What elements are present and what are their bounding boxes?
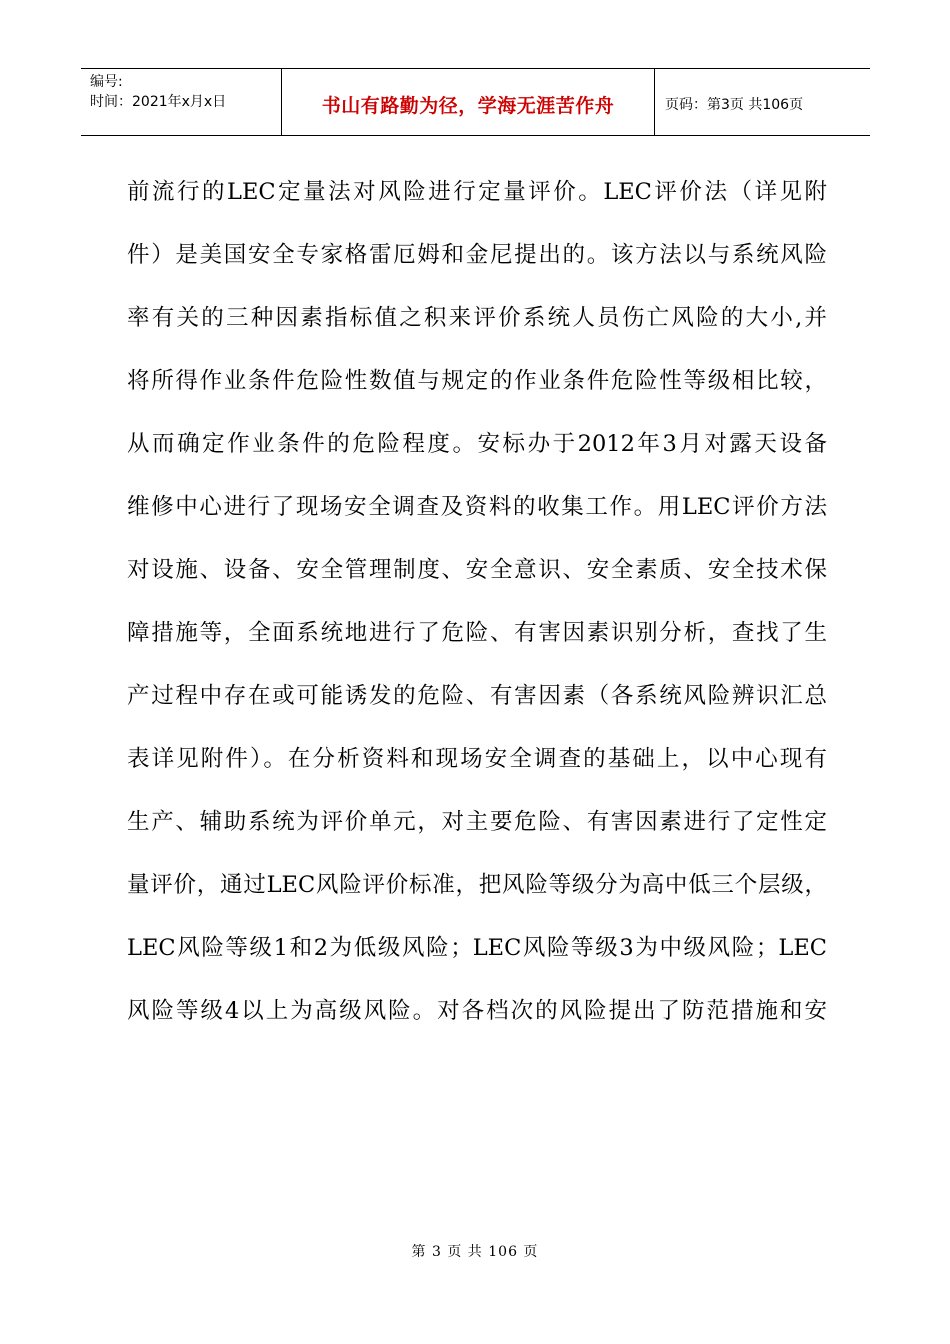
body-line: 障措施等，全面系统地进行了危险、有害因素识别分析，查找了生 (127, 620, 827, 646)
body-line: 产过程中存在或可能诱发的危险、有害因素（各系统风险辨识汇总 (127, 683, 827, 709)
body-line: 表详见附件）。在分析资料和现场安全调查的基础上，以中心现有 (127, 746, 827, 772)
body-line: 将所得作业条件危险性数值与规定的作业条件危险性等级相比较， (127, 368, 827, 394)
body-line: 量评价，通过LEC风险评价标准，把风险等级分为高中低三个层级， (127, 872, 827, 898)
body-line: 维修中心进行了现场安全调查及资料的收集工作。用LEC评价方法 (127, 494, 827, 520)
body-text (127, 170, 827, 1052)
body-line: 风险等级4以上为高级风险。对各档次的风险提出了防范措施和安 (127, 998, 827, 1024)
page-footer: 第 3 页 共 106 页 (411, 1244, 539, 1260)
body-line: 对设施、设备、安全管理制度、安全意识、安全素质、安全技术保 (127, 557, 827, 583)
header-info-cell (81, 69, 282, 135)
page-header (81, 68, 870, 136)
body-line: 从而确定作业条件的危险程度。安标办于2012年3月对露天设备 (127, 431, 827, 457)
doc-number-label: 编号: (90, 74, 123, 90)
motto-text: 书山有路勤为径，学海无涯苦作舟 (321, 94, 615, 117)
body-line: 生产、辅助系统为评价单元，对主要危险、有害因素进行了定性定 (127, 809, 827, 835)
body-line: 前流行的LEC定量法对风险进行定量评价。LEC评价法（详见附 (127, 179, 827, 205)
header-motto-cell (282, 69, 655, 135)
body-line: LEC风险等级1和2为低级风险；LEC风险等级3为中级风险；LEC (127, 935, 827, 961)
date-line: 时间：2021年x月x日 (90, 94, 227, 110)
page-code: 页码：第3页 共106页 (665, 97, 804, 113)
body-line: 率有关的三种因素指标值之积来评价系统人员伤亡风险的大小,并 (127, 305, 827, 331)
header-page-cell (655, 69, 870, 135)
body-line: 件）是美国安全专家格雷厄姆和金尼提出的。该方法以与系统风险 (127, 242, 827, 268)
